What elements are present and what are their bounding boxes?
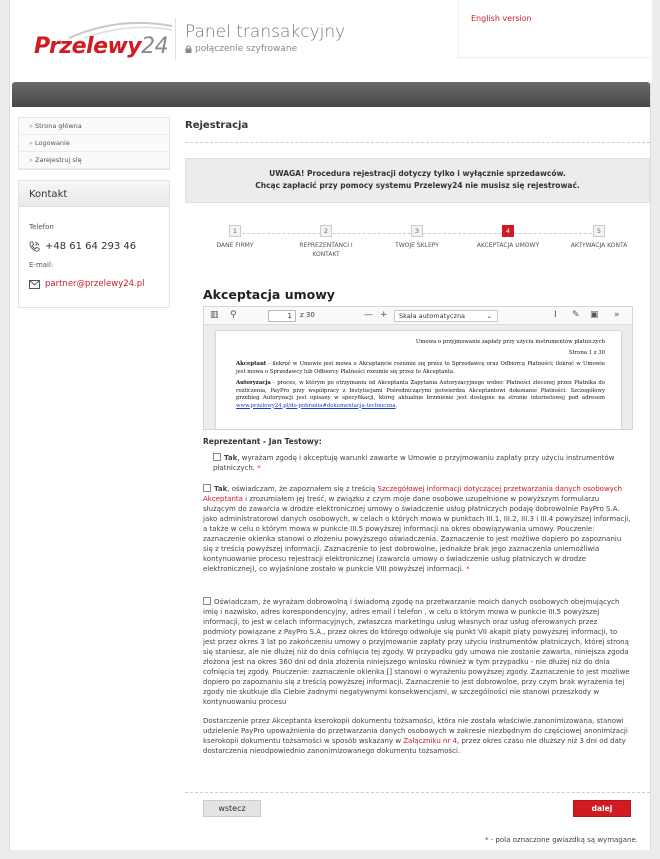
pdf-viewer[interactable]: [203, 306, 633, 430]
przelewy24-logo[interactable]: [34, 20, 169, 66]
page-total: z 30: [300, 311, 315, 319]
divider: [185, 792, 650, 793]
data-info-link[interactable]: Szczegółowej informacji dotyczącej przetwarzania danych osobowych Akceptanta: [203, 485, 623, 503]
phone-label: Telefon: [29, 223, 54, 231]
more-tools-icon[interactable]: »: [614, 310, 620, 320]
envelope-icon: [29, 280, 40, 289]
marketing-checkbox[interactable]: [203, 597, 211, 605]
attachment-4-link[interactable]: Załączniku nr 4: [403, 737, 458, 745]
step-shops: 3 TWOJE SKLEPY: [395, 227, 439, 249]
sidebar-item-login[interactable]: » Logowanie: [19, 135, 169, 152]
back-button[interactable]: wstecz: [203, 800, 261, 817]
doc-title: Umowa o przyjmowanie zapłaty przy użyciu instrumentów płatniczych: [415, 339, 605, 345]
secure-connection: połączenie szyfrowane: [185, 44, 297, 54]
sidebar-item-home[interactable]: » Strona główna: [19, 118, 169, 135]
step-accept-agreement: 4 AKCEPTACJA UMOWY: [476, 227, 540, 249]
sidebar-nav: [18, 117, 170, 170]
language-box: [458, 0, 652, 58]
image-icon[interactable]: ▣: [590, 310, 599, 320]
notice-line: UWAGA! Procedura rejestracji dotyczy tylko i wyłącznie sprzedawców.: [269, 169, 566, 178]
email-link[interactable]: partner@przelewy24.pl: [29, 279, 144, 289]
english-version-link[interactable]: English version: [471, 14, 532, 23]
consent-data-info: Tak, oświadczam, że zapoznałem się z treścią Szczegółowej informacji dotyczącej przetwarzania danych osobowych Akceptanta i zrozumiałem jej treść, w związku z czym moje dane osobowe uzupełnione w powyższym formularzu służącym do zawarcia w drodze elektronicznej umowy o świadczenie usług płatniczych podaję dobrowolnie PayPro S.A. jako administratorowi danych osobowych, w celach o których mowa w punktach III.1, III.2, III.3 i III.4 powyższej informacji, a także w celu o którym mowa w punkcie III.5 powyższej informacji na okres obowiązywania umowy. Pouczenie: zaznaczenie okienka stanowi o złożeniu powyższego oświadczenia. Zaznaczenie to jest możliwe dopiero po zapoznaniu się z treścią powyższej informacji. Zaznaczenie to jest dobrowolne, jednakże brak jego zaznaczenia uniemożliwia kontynuowanie procesu rejestracji elektronicznej (zawarcia umowy o świadczenie usług płatniczych w drodze elektronicznej), co wyjaśnione zostało w punkcie VIII powyższej informacji. *: [203, 485, 631, 573]
phone-number[interactable]: +48 61 64 293 46: [29, 241, 136, 252]
contact-title: Kontakt: [19, 181, 169, 207]
sidebar-toggle-icon[interactable]: ▥: [210, 310, 219, 320]
registration-steps: [190, 225, 650, 265]
divider: [185, 142, 650, 143]
search-icon[interactable]: ⚲: [230, 310, 237, 320]
pen-icon[interactable]: ✎: [572, 310, 580, 320]
page-number-input[interactable]: 1: [268, 310, 296, 322]
lock-icon: [185, 45, 192, 53]
step-representatives: 2 REPREZENTANCI I KONTAKT: [299, 227, 353, 258]
doc-page-number: Strona 1 z 30: [569, 349, 605, 356]
page-title: Rejestracja: [185, 120, 249, 131]
pdf-page: [216, 331, 621, 430]
chevron-down-icon: ⌄: [486, 312, 492, 320]
step-account-activation: 5 AKTYWACJA KONTA: [570, 227, 628, 249]
consent-agreement: Tak, wyrażam zgodę i akceptuję warunki zawarte w Umowie o przyjmowaniu zapłaty przy użyciu instrumentów płatniczych. *: [213, 454, 615, 472]
zoom-out-icon[interactable]: —: [364, 310, 373, 320]
id-document-info: Dostarczenie przez Akceptanta kserokopii dokumentu tożsamości, która nie została właściwie zanonimizowana, stanowi udzielenie PayPro upoważnienia do przetwarzania danych osobowych w zakresie niezbędnym do częściowej anonimizacji kserokopii dokumentu tożsamości w sposób wskazany w Załączniku nr 4, przez okres czasu nie dłuższy niż 3 dni od daty dostarczenia nieodpowiednio zanonimizowanego dokumentu tożsamości.: [203, 717, 628, 755]
panel-title: Panel transakcyjny: [185, 22, 346, 42]
email-label: E-mail:: [29, 261, 54, 269]
doc-link[interactable]: www.przelewy24.pl/do-pobrania#dokumentacja-techniczna: [236, 402, 396, 409]
logo-text: Przelewy24: [34, 34, 169, 59]
step-company-data: 1 DANE FIRMY: [216, 227, 254, 249]
contact-box: [18, 180, 170, 308]
page: [9, 0, 651, 850]
text-cursor-icon[interactable]: I: [554, 310, 557, 320]
notice-line: Chcąc zapłacić przy pomocy systemu Przelewy24 nie musisz się rejestrować.: [255, 181, 580, 190]
consent-marketing: Oświadczam, że wyrażam dobrowolną i świadomą zgodę na przetwarzanie moich danych osobowych obejmujących imię i nazwisko, adres korespondencyjny, adres email i telefon , w celu o którym mowa w punkcie III.5 powyższej informacji, to jest w celach informacyjnych, zwłaszcza marketingu usług własnych oraz usług oferowanych przez podmioty powiązane z PayPro S.A., przez okres do którego odwołuje się punkt VII akapit piąty powyższej informacji, to jest przez okres 3 lat po zakończeniu umowy o przyjmowanie zapłaty przy użyciu instrumentów płatniczych, której stroną się staniesz, ale nie dłużej niż do dnia cofnięcia tej zgody. W przypadku gdy umowa nie zostanie zawarta, niniejsza zgoda złożona jest na okres 360 dni od dnia złożenia niniejszego wniosku również w tym przypadku - nie dłużej niż do dnia cofnięcia tej zgody. Pouczenie: zaznaczenie okienka [] stanowi o wyrażeniu powyższej zgody. Zaznaczenie to jest możliwe dopiero po zapoznaniu się z treścią powyższej informacji. Zaznaczenie to jest dobrowolne, przy czym brak wyrażenia tej zgody nie skutkuje dla Ciebie żadnymi negatywnymi konsekwencjami, w szczególności nie stanowi przeszkody w kontynuowaniu procesu: [203, 598, 630, 706]
zoom-select[interactable]: Skala automatyczna ⌄: [394, 310, 498, 322]
sidebar-item-register[interactable]: » Zarejestruj się: [19, 152, 169, 169]
header: [10, 0, 652, 82]
representative-title: Reprezentant - Jan Testowy:: [203, 437, 322, 446]
phone-icon: [29, 241, 40, 252]
header-divider: [175, 18, 176, 60]
pdf-toolbar: [204, 307, 632, 325]
required-fields-note: * - pola oznaczone gwiazdką są wymagane.: [484, 836, 638, 844]
agreement-checkbox[interactable]: [213, 453, 221, 461]
zoom-in-icon[interactable]: +: [380, 310, 388, 320]
data-info-checkbox[interactable]: [203, 484, 211, 492]
next-button[interactable]: dalej: [573, 800, 631, 817]
top-bar: [12, 82, 650, 107]
doc-paragraph: Autoryzacja - proces, w którym po otrzymaniu od Akceptanta Zapytania Autoryzacyjnego wobec Płatności zleconej przez Płatnika do rozliczenia, PayPro przy współpracy z Instytucjami Pośredniczącymi potwierdza Akceptantowi dokonanie Płatności. Szczegółowy przebieg Autoryzacji jest opisany w specyfikacji, której aktualnie brzmienie jest dostępne na stronie internetowej pod adresem www.przelewy24.pl/do-pobrania#dokumentacja-techniczna.: [236, 380, 605, 409]
section-title: Akceptacja umowy: [203, 287, 335, 302]
warning-notice: [185, 158, 650, 203]
doc-paragraph: Akceptant - ilekroć w Umowie jest mowa o Akceptancie rozumie się przez to Sprzedawcę oraz Odbiorcę Płatności; ilekroć w Umowie jest mowa o Sprzedawcy lub Odbiorcy Płatności rozumie się przez to Akceptanta.: [236, 361, 605, 375]
